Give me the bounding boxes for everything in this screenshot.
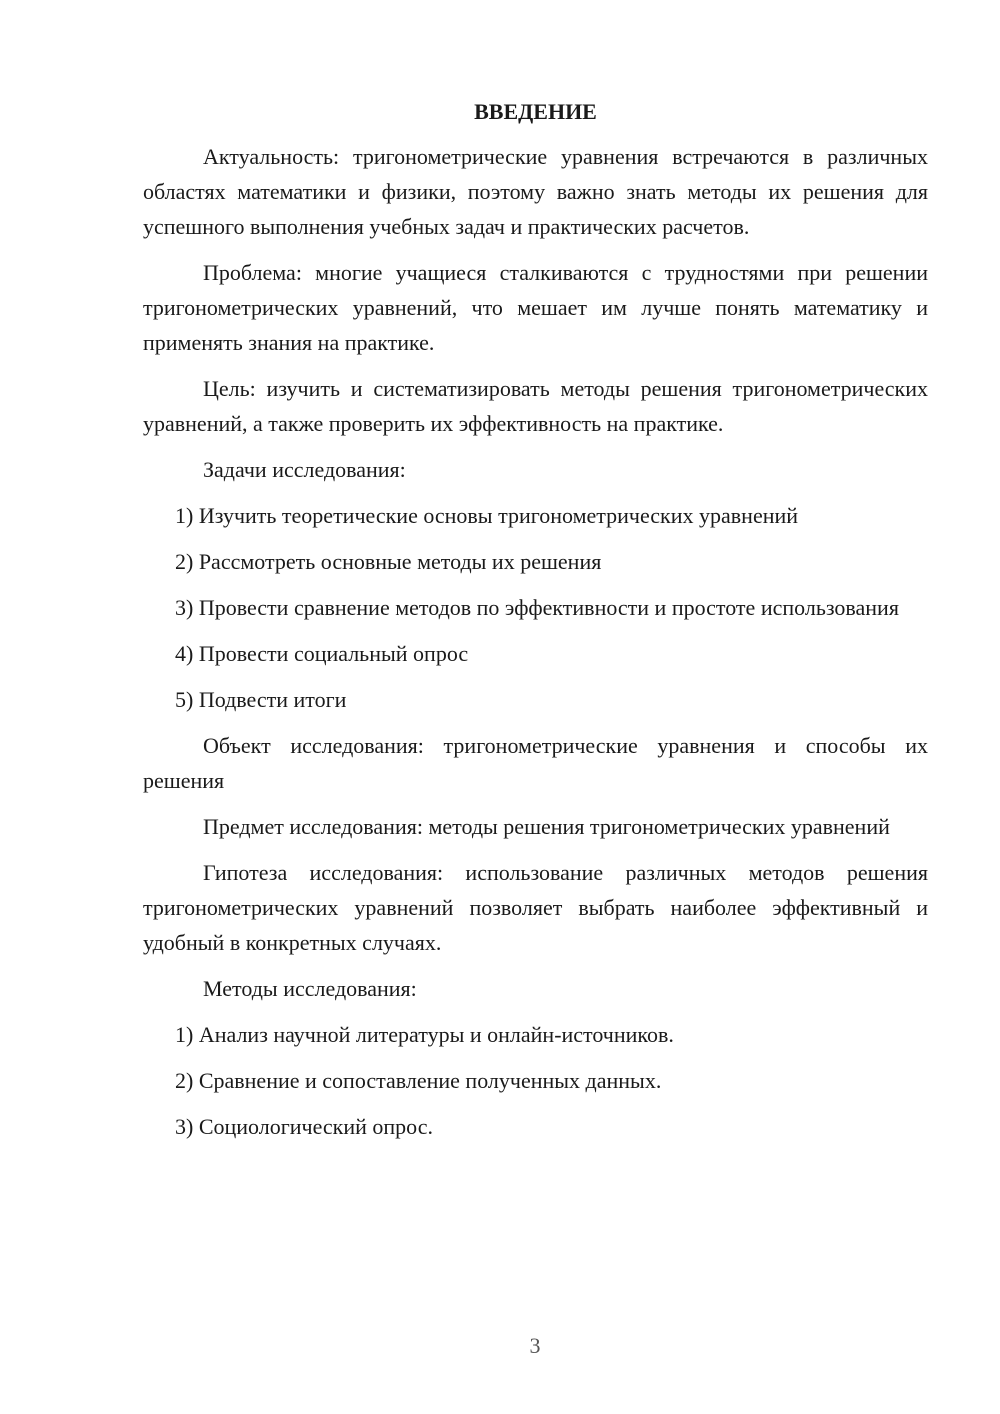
subject-paragraph: Предмет исследования: методы решения тригонометрических уравнений: [203, 814, 890, 839]
problem-paragraph: Проблема: многие учащиеся сталкиваются с трудностями при решении тригонометрических уравнений, что мешает им лучше понять математику и применять знания на практике.: [143, 260, 928, 355]
task-item: 2) Рассмотреть основные методы их решения: [175, 549, 602, 574]
methods-heading: Методы исследования:: [203, 976, 417, 1001]
page-content: [143, 94, 928, 1155]
relevance-paragraph: Актуальность: тригонометрические уравнения встречаются в различных областях математики и физики, поэтому важно знать методы их решения для успешного выполнения учебных задач и практических расчетов.: [143, 144, 928, 239]
section-title: ВВЕДЕНИЕ: [474, 99, 597, 124]
task-item: 4) Провести социальный опрос: [175, 641, 469, 666]
page-number: 3: [529, 1333, 541, 1358]
hypothesis-paragraph: Гипотеза исследования: использование различных методов решения тригонометрических уравнений позволяет выбрать наиболее эффективный и удобный в конкретных случаях.: [143, 860, 928, 955]
tasks-heading: Задачи исследования:: [203, 457, 406, 482]
object-paragraph: Объект исследования: тригонометрические уравнения и способы их решения: [143, 733, 928, 793]
task-item: 1) Изучить теоретические основы тригонометрических уравнений: [175, 503, 799, 528]
goal-paragraph: Цель: изучить и систематизировать методы решения тригонометрических уравнений, а также проверить их эффективность на практике.: [143, 376, 928, 436]
task-item: 3) Провести сравнение методов по эффективности и простоте использования: [175, 595, 899, 620]
method-item: 3) Социологический опрос.: [175, 1114, 433, 1139]
task-item: 5) Подвести итоги: [175, 687, 347, 712]
method-item: 2) Сравнение и сопоставление полученных данных.: [175, 1068, 662, 1093]
method-item: 1) Анализ научной литературы и онлайн-источников.: [175, 1022, 674, 1047]
